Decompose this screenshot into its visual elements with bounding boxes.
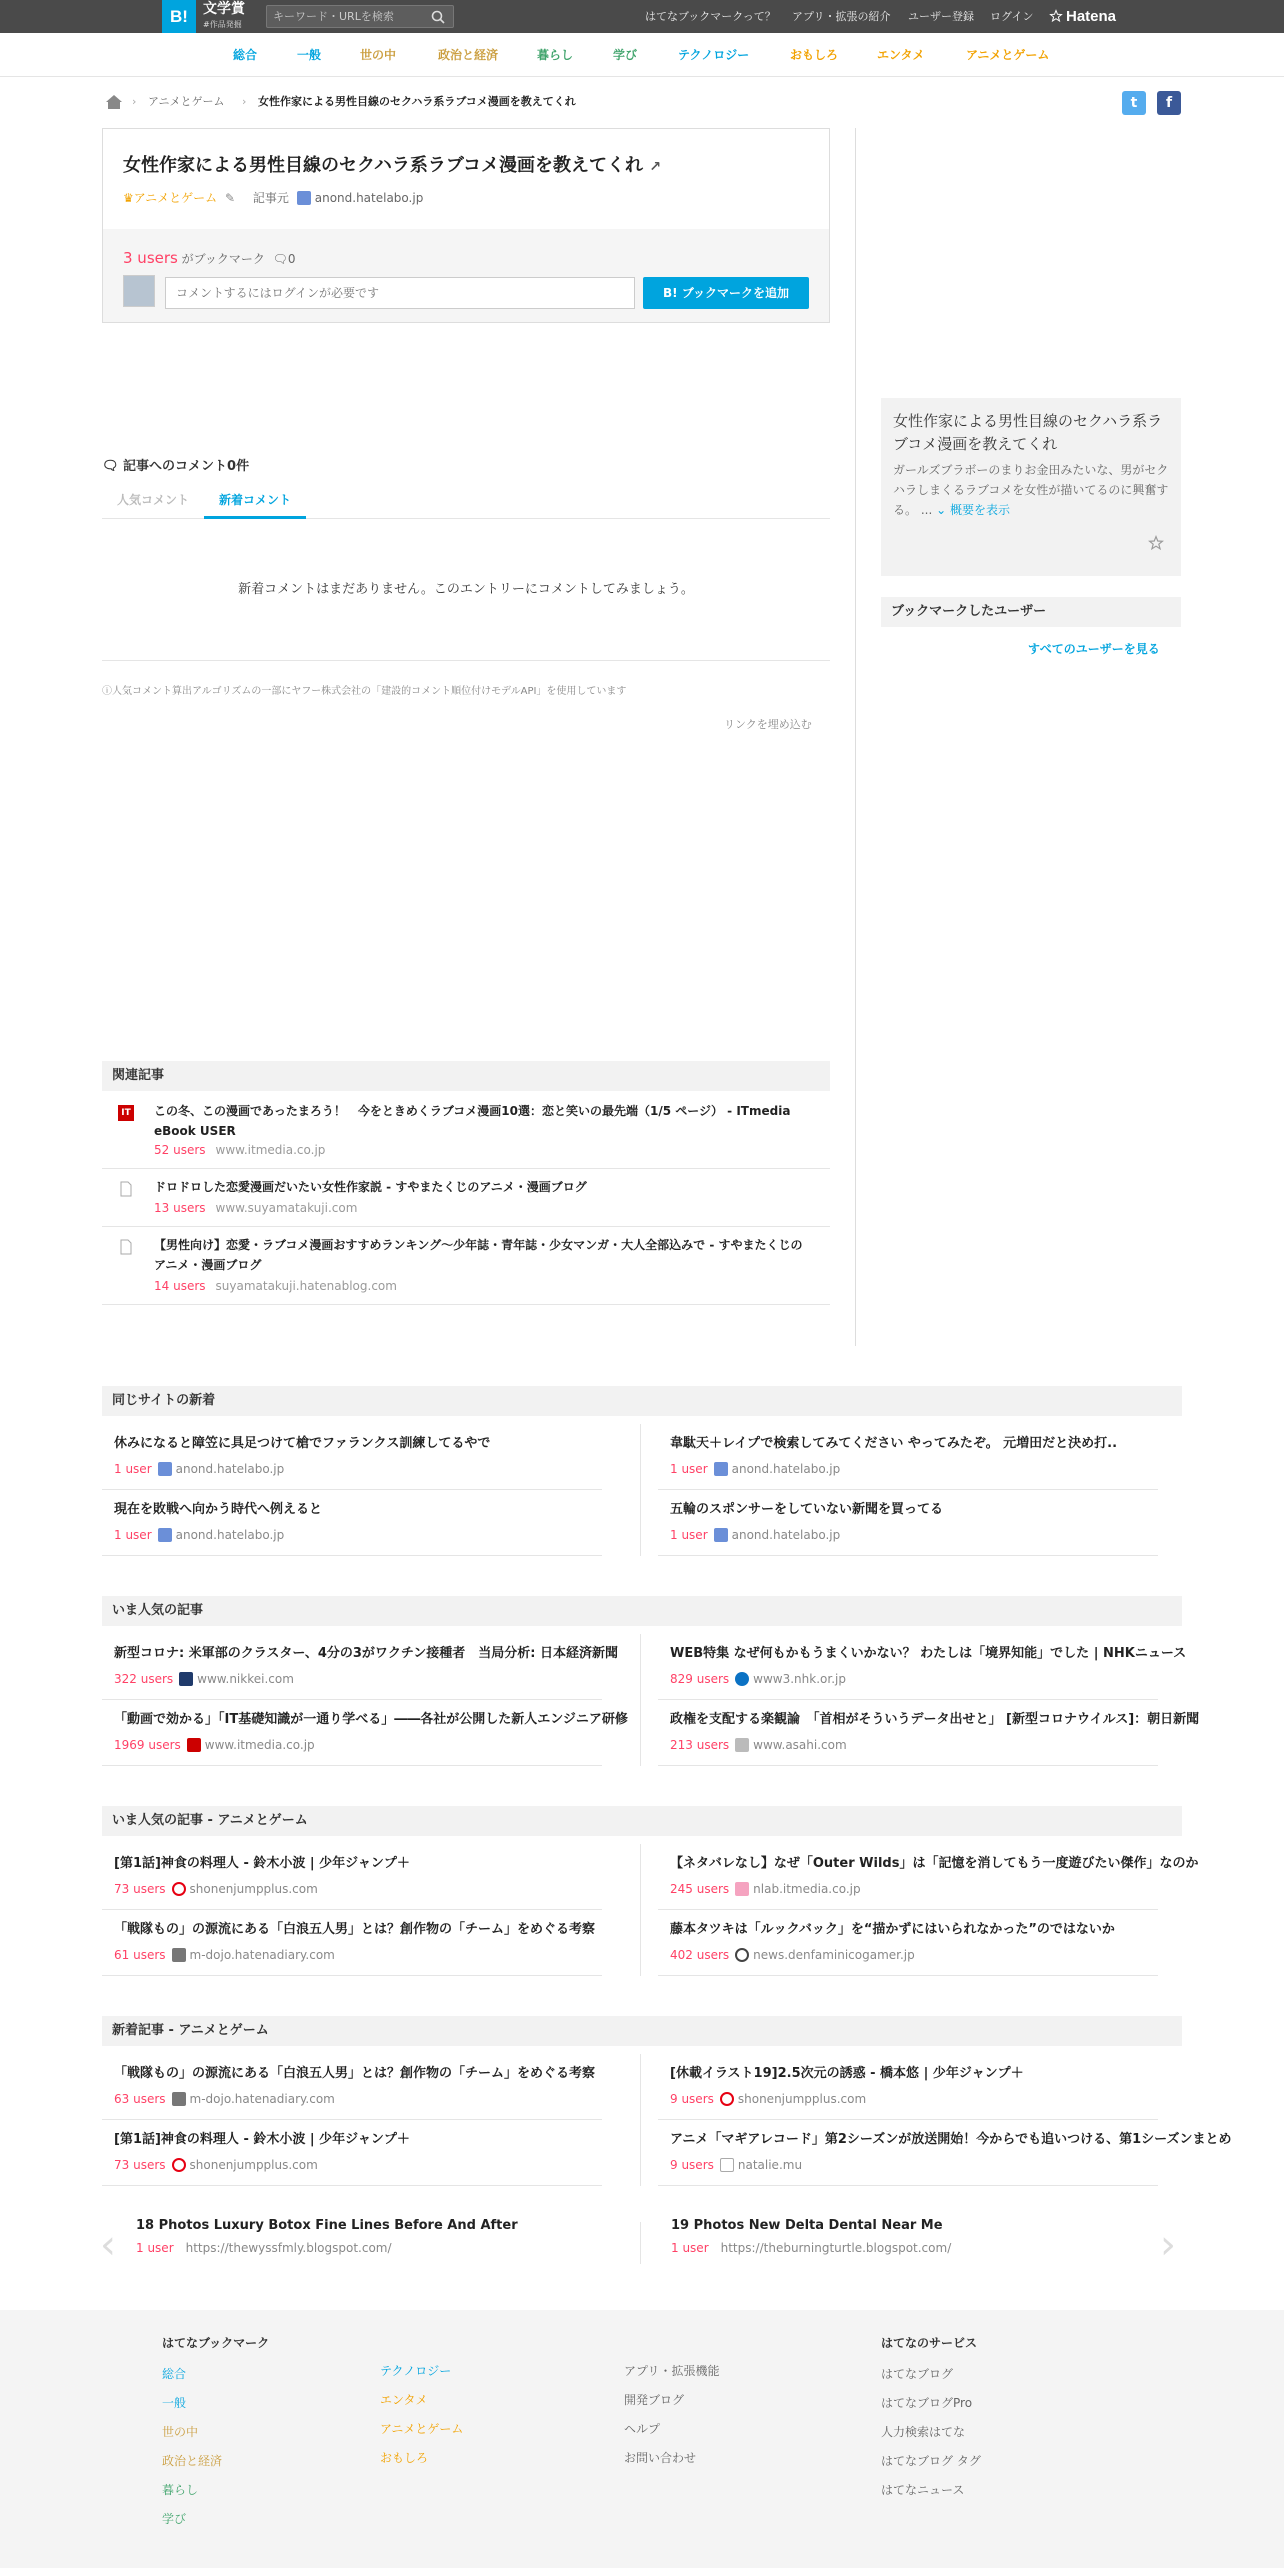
related-title[interactable]: 【男性向け】恋愛・ラブコメ漫画おすすめランキング～少年誌・青年誌・少女マンガ・大人全部込みで - すやまたくじのアニメ・漫画ブログ [154,1238,803,1272]
comment-input[interactable] [165,277,635,309]
related-item[interactable] [102,1093,830,1169]
footer-link[interactable]: 政治と経済 [162,2454,223,2468]
carousel-next-icon[interactable]: › [1160,2222,1176,2268]
grid-divider [640,1844,641,1976]
register-link[interactable]: ユーザー登録 [908,10,974,23]
search-icon[interactable] [431,10,445,24]
facebook-share-icon[interactable]: f [1157,91,1181,115]
tab-popular-comments[interactable]: 人気コメント [116,493,189,507]
footer-col-services: はてなのサービス はてなブログ はてなブログPro 人力検索はてな はてなブログ タグ はてなニュース [881,2336,981,2497]
footer [0,2310,1284,2568]
comment-tabs [102,484,830,519]
top-bar [0,0,1284,33]
no-comments-message: 新着コメントはまだありません。このエントリーにコメントしてみましょう。 [238,582,694,597]
footer-col-bookmark: はてなブックマーク 総合 一般 世の中 政治と経済 暮らし 学び [162,2336,270,2526]
hatena-logo[interactable]: Hatena [1066,8,1117,25]
star-icon[interactable] [1149,536,1163,550]
users-count-link[interactable]: 3 users [123,249,178,267]
chevron-down-icon: ⌄ [936,503,947,517]
jump-favicon-icon [172,2158,186,2172]
itmedia-favicon-icon: IT [118,1105,134,1121]
same-site-heading: 同じサイトの新着 [102,1386,1182,1416]
footer-link[interactable]: 一般 [162,2396,187,2410]
list-item[interactable]: 「戦隊もの」の源流にある「白浪五人男」とは？創作物の「チーム」をめぐる考察 61 users m-dojo.hatenadiary.com [102,1910,602,1976]
anond-favicon-icon [297,191,311,205]
document-icon [720,2158,734,2172]
mdojo-favicon-icon [172,1948,186,1962]
related-item[interactable] [102,1227,830,1305]
list-item[interactable]: 政権を支配する楽観論 「首相がそういうデータ出せと」 [新型コロナウイルス]：朝日新聞 213 users www.asahi.com [658,1700,1158,1766]
list-item[interactable]: 「戦隊もの」の源流にある「白浪五人男」とは？創作物の「チーム」をめぐる考察 63 users m-dojo.hatenadiary.com [102,2054,602,2120]
list-item[interactable]: [休載イラスト19]2.5次元の誘惑 - 橋本悠 | 少年ジャンプ＋ 9 users shonenjumpplus.com [658,2054,1158,2120]
show-summary-link[interactable]: ⌄ 概要を表示 [936,503,1010,517]
crown-icon: ♛ [123,191,134,205]
jump-favicon-icon [720,2092,734,2106]
list-item[interactable]: 韋駄天＋レイプで検索してみてください やってみたぞ。 元増田だと決め打.. 1 user anond.hatelabo.jp [658,1424,1158,1490]
list-item[interactable]: 藤本タツキは「ルックバック」を“描かずにはいられなかった”のではないか 402 users news.denfaminicogamer.jp [658,1910,1158,1976]
related-meta: 14 users suyamatakuji.hatenablog.com [154,1279,397,1293]
footer-link[interactable]: テクノロジー [380,2364,452,2378]
document-icon [118,1239,134,1255]
breadcrumb-category[interactable]: アニメとゲーム [148,95,225,108]
tab-new-comments[interactable]: 新着コメント [204,484,306,519]
footer-col-info [624,2362,720,2478]
footer-link[interactable]: おもしろ [380,2451,429,2465]
breadcrumb-current: 女性作家による男性目線のセクハラ系ラブコメ漫画を教えてくれ [258,95,576,108]
list-item[interactable]: [第1話]神食の料理人 - 鈴木小波 | 少年ジャンプ＋ 73 users shonenjumpplus.com [102,2120,602,2186]
new-anime-heading: 新着記事 - アニメとゲーム [102,2016,1182,2046]
footer-link[interactable]: はてなブログ タグ [881,2454,981,2468]
footer-link[interactable]: はてなニュース [881,2483,965,2497]
anond-favicon-icon [158,1528,172,1542]
footer-link[interactable]: 学び [162,2512,187,2526]
search-box[interactable] [266,5,454,28]
tab-game[interactable]: アニメとゲーム [966,48,1050,62]
list-item[interactable]: 休みになると障笠に具足つけて槍でファランクス訓練してるやで 1 user anond.hatelabo.jp [102,1424,602,1490]
mdojo-favicon-icon [172,2092,186,2106]
avatar [123,275,155,307]
carousel-prev-icon[interactable]: ‹ [100,2222,116,2268]
footer-link[interactable]: お問い合わせ [624,2451,697,2465]
hatena-bookmark-logo[interactable]: B! [162,0,196,33]
summary-title: 女性作家による男性目線のセクハラ系ラブコメ漫画を教えてくれ [893,412,1163,453]
related-title[interactable]: ドロドロした恋愛漫画だいたい女性作家説 - すやまたくじのアニメ・漫画ブログ [154,1180,587,1194]
related-meta: 13 users www.suyamatakuji.com [154,1201,358,1215]
anond-favicon-icon [714,1528,728,1542]
popular-heading: いま人気の記事 [102,1596,1182,1626]
anond-favicon-icon [158,1462,172,1476]
tab-entertainment[interactable]: エンタメ [877,48,925,62]
external-link-icon[interactable]: ↗ [649,159,662,175]
footer-link[interactable]: はてなブログ [881,2367,954,2381]
entry-box [102,128,830,323]
search-input[interactable] [273,8,423,25]
list-item[interactable]: 新型コロナ: 米軍部のクラスター、4分の3がワクチン接種者 当局分析: 日本経済新聞 322 users www.nikkei.com [102,1634,602,1700]
list-item[interactable]: WEB特集 なぜ何もかもうまくいかない？ わたしは「境界知能」でした | NHKニュース 829 users www3.nhk.or.jp [658,1634,1158,1700]
tab-ippan[interactable]: 一般 [297,48,322,62]
login-link[interactable]: ログイン [990,10,1034,23]
algorithm-note: ⓘ人気コメント算出アルゴリズムの一部にヤフー株式会社の「建設的コメント順位付けモデルAPI」を使用しています [102,686,627,697]
list-item[interactable]: 現在を敗戦へ向かう時代へ例えると 1 user anond.hatelabo.jp [102,1490,602,1556]
grid-divider [640,2054,641,2186]
footer-link[interactable]: 暮らし [162,2483,199,2497]
grid-divider [640,1634,641,1766]
apps-link[interactable]: アプリ・拡張の紹介 [792,10,891,23]
list-item[interactable]: 「動画で効かる」「IT基礎知識が一通り学べる」――各社が公開した新人エンジニア研修 1969 users www.itmedia.co.jp [102,1700,602,1766]
document-icon [118,1181,134,1197]
popular-anime-heading: いま人気の記事 - アニメとゲーム [102,1806,1182,1836]
related-item[interactable] [102,1169,830,1227]
list-item[interactable]: 【ネタバレなし】なぜ「Outer Wilds」は「記憶を消してもう一度遊びたい傑作」なのか 245 users nlab.itmedia.co.jp [658,1844,1158,1910]
anond-favicon-icon [714,1462,728,1476]
related-title[interactable]: この冬、この漫画であったまろう！ 今をときめくラブコメ漫画10選：恋と笑いの最先端（1/5 ページ） - ITmedia eBook USER [154,1104,791,1138]
tab-fun[interactable]: おもしろ [790,48,839,62]
category-nav [0,33,1284,77]
ad-item[interactable]: 19 Photos New Delta Dental Near Me 1 user https://theburningturtle.blogspot.com/ [671,2218,952,2255]
footer-link[interactable]: アプリ・拡張機能 [624,2364,720,2378]
footer-link[interactable]: アニメとゲーム [380,2422,464,2436]
entry-meta [123,189,423,207]
all-users-link[interactable]: すべてのユーザーを見る [1028,642,1160,656]
footer-link[interactable]: 開発ブログ [624,2393,685,2407]
footer-link[interactable]: 人力検索はてな [881,2425,966,2439]
hatena-star-icon [1050,10,1062,22]
award-banner[interactable]: 文学賞 #作品発掘 [203,1,245,29]
related-heading: 関連記事 [102,1061,830,1091]
tab-economics[interactable]: 政治と経済 [438,48,499,62]
list-item[interactable]: 五輪のスポンサーをしていない新聞を買ってる 1 user anond.hatelabo.jp [658,1490,1158,1556]
nikkei-favicon-icon [179,1672,193,1686]
entry-title[interactable]: 女性作家による男性目線のセクハラ系ラブコメ漫画を教えてくれ ↗ [123,155,662,176]
entry-summary-box [881,398,1181,576]
comment-icon: 🗨︎ [102,459,119,474]
summary-description: ガールズブラボーのまりお金田みたいな、男がセクハラしまくるラブコメを女性が描いてるのに興奮する。 ... ⌄ 概要を表示 [893,463,1169,517]
nlab-favicon-icon [735,1882,749,1896]
grid-divider [640,1424,641,1556]
tab-general[interactable]: 総合 [233,48,258,62]
related-meta: 52 users www.itmedia.co.jp [154,1143,326,1157]
source-label: 記事元 [252,191,289,205]
breadcrumb-chevron-icon: › [242,95,247,108]
comment-bubble-icon: 🗨︎ [272,252,288,266]
bookmark-b-icon: B! [663,286,678,300]
bookmark-count: 3 users がブックマーク 🗨︎0 [123,249,296,267]
tab-it[interactable]: テクノロジー [678,48,750,62]
footer-link[interactable]: ヘルプ [624,2422,661,2436]
footer-link[interactable]: 世の中 [162,2425,199,2439]
about-link[interactable]: はてなブックマークって？ [645,10,776,23]
nhk-favicon-icon [735,1672,749,1686]
entry-bookmark-area [103,229,829,322]
footer-link[interactable]: はてなブログPro [881,2396,973,2410]
column-divider [855,128,856,1346]
comments-heading: 🗨︎ 記事へのコメント0件 [102,459,250,474]
info-icon: ⓘ [102,686,112,697]
footer-link[interactable]: 総合 [162,2367,187,2381]
footer-col-bookmark-2 [380,2362,463,2478]
edit-icon[interactable]: ✎ [225,191,236,205]
grid-divider [640,2222,641,2264]
list-item[interactable]: [第1話]神食の料理人 - 鈴木小波 | 少年ジャンプ＋ 73 users shonenjumpplus.com [102,1844,602,1910]
add-bookmark-button[interactable]: B! ブックマークを追加 [643,277,809,309]
asahi-favicon-icon [735,1738,749,1752]
breadcrumb-chevron-icon: › [132,95,137,108]
itmedia-favicon-icon [187,1738,201,1752]
divider [102,660,830,661]
twitter-share-icon[interactable]: t [1122,91,1146,115]
home-icon[interactable] [105,94,123,110]
list-item[interactable]: アニメ「マギアレコード」第2シーズンが放送開始！今からでも追いつける、第1シーズンまとめ 9 users natalie.mu [658,2120,1158,2186]
denfami-favicon-icon [735,1948,749,1962]
tab-social[interactable]: 世の中 [360,48,397,62]
entry-category-link[interactable]: アニメとゲーム [133,191,218,205]
bookmarked-users-heading: ブックマークしたユーザー [881,597,1181,627]
embed-link[interactable]: リンクを埋め込む [724,718,812,731]
ad-item[interactable]: 18 Photos Luxury Botox Fine Lines Before And After 1 user https://thewyssfmly.blogspot.com/ [136,2218,518,2255]
tab-life[interactable]: 暮らし [537,48,574,62]
tab-knowledge[interactable]: 学び [613,48,638,62]
jump-favicon-icon [172,1882,186,1896]
entry-source-link[interactable]: anond.hatelabo.jp [314,191,424,205]
footer-link[interactable]: エンタメ [380,2393,428,2407]
